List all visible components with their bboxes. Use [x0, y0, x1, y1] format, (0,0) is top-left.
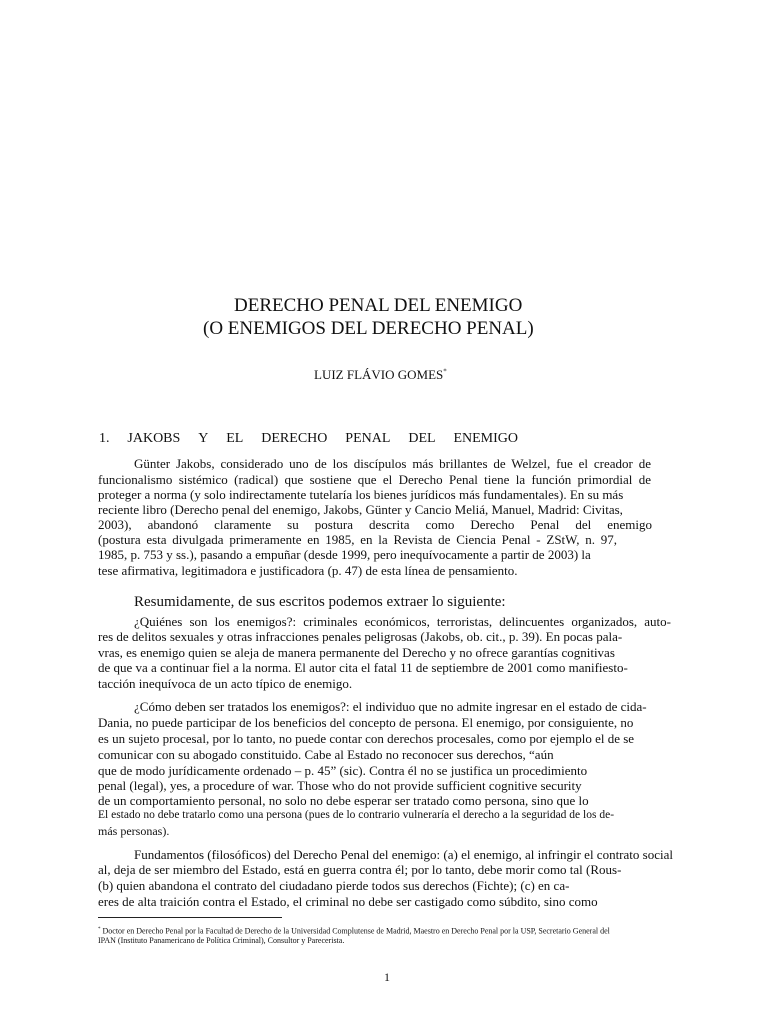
text-line: proteger a norma (y solo indirectamente tutelaría los bienes jurídicos más fundamentales). En su más [98, 487, 624, 502]
text-line: de que va a continuar fiel a la norma. El autor cita el fatal 11 de septiembre de 2001 como manifiesto- [98, 660, 628, 675]
section-word: DEL [408, 431, 436, 446]
text-line: (b) quien abandona el contrato del ciudadano pierde todos sus derechos (Fichte); (c) en ca- [98, 878, 570, 893]
section-number: 1. [99, 431, 110, 446]
text-line: ¿Cómo deben ser tratados los enemigos?: el individuo que no admite ingresar en el estado de cida- [134, 699, 647, 714]
title-line-2: (O ENEMIGOS DEL DERECHO PENAL) [203, 318, 534, 339]
text-line: reciente libro (Derecho penal del enemigo, Jakobs, Günter y Cancio Meliá, Manuel, Madrid: Civitas, [98, 502, 623, 517]
section-word: Y [198, 431, 209, 446]
text-line: res de delitos sexuales y otras infracciones penales peligrosas (Jakobs, ob. cit., p. 39). En pocas pala- [98, 629, 623, 644]
section-word: DERECHO [261, 431, 328, 446]
lead-sentence: Resumidamente, de sus escritos podemos extraer lo siguiente: [134, 594, 506, 610]
footnote-mark: * [98, 927, 101, 932]
text-line: tacción inequívoca de un acto típico de enemigo. [98, 676, 353, 691]
text-line: Fundamentos (filosóficos) del Derecho Penal del enemigo: (a) el enemigo, al infringir el contrato social [134, 847, 673, 862]
text-line: Dania, no puede participar de los beneficios del concepto de persona. El enemigo, por consiguiente, no [98, 715, 634, 730]
footnote-divider [98, 917, 282, 918]
text-line: eres de alta traición contra el Estado, el criminal no debe ser castigado como súbdito, sino como [98, 894, 598, 909]
text-line: ¿Quiénes son los enemigos?: criminales económicos, terroristas, delincuentes organizados, auto- [134, 614, 671, 629]
text-line: comunicar con su abogado constituido. Cabe al Estado no reconocer sus derechos, “aún [98, 747, 554, 762]
section-word: PENAL [345, 431, 391, 446]
author-footnote-mark: * [443, 367, 447, 376]
text-line: 1985, p. 753 y ss.), pasando a empuñar (desde 1999, pero inequívocamente a partir de 2003) la [98, 547, 591, 562]
text-line: es un sujeto procesal, por lo tanto, no puede contar con derechos procesales, como por ejemplo el de se [98, 731, 635, 746]
text-line: al, deja de ser miembro del Estado, está en guerra contra él; por lo tanto, debe morir como tal (Rous- [98, 862, 622, 877]
section-word: ENEMIGO [453, 431, 518, 446]
footnote-line: IPAN (Instituto Panamericano de Política Criminal), Consultor y Parecerista. [98, 936, 345, 945]
section-word: EL [226, 431, 244, 446]
text-line: Günter Jakobs, considerado uno de los discípulos más brillantes de Welzel, fue el creador de [134, 456, 651, 471]
page-number: 1 [384, 970, 390, 984]
title-line-1: DERECHO PENAL DEL ENEMIGO [234, 295, 523, 316]
text-line: (postura esta divulgada primeramente en 1985, en la Revista de Ciencia Penal - ZStW, n. 97, [98, 532, 617, 547]
text-line: más personas). [98, 824, 170, 838]
text-line: El estado no debe tratarlo como una persona (pues de lo contrario vulneraría el derecho a la seguridad de los de- [98, 809, 615, 821]
text-line: de un comportamiento personal, no solo no debe esperar ser tratado como persona, sino que lo [98, 793, 589, 808]
text-line: tese afirmativa, legitimadora e justificadora (p. 47) de esta línea de pensamiento. [98, 563, 518, 578]
text-line: vras, es enemigo quien se aleja de manera permanente del Derecho y no ofrece garantías cognitivas [98, 645, 615, 660]
footnote-text: Doctor en Derecho Penal por la Facultad de Derecho de la Universidad Complutense de Madrid, Maestro en Derecho Penal por la USP, Secretario General del [102, 926, 610, 936]
text-line: penal (legal), yes, a procedure of war. Those who do not provide sufficient cognitive security [98, 778, 582, 793]
text-line: funcionalismo sistémico (radical) que sostiene que el Derecho Penal tiene la función primordial de [98, 472, 651, 487]
text-line: que de modo jurídicamente ordenado – p. 45” (sic). Contra él no se justifica un procedimiento [98, 763, 588, 778]
text-line: 2003), abandonó claramente su postura descrita como Derecho Penal del enemigo [98, 517, 652, 532]
author-text: LUIZ FLÁVIO GOMES [314, 367, 444, 382]
section-word: JAKOBS [127, 431, 181, 446]
author-name [314, 367, 447, 383]
section-heading [99, 431, 518, 447]
